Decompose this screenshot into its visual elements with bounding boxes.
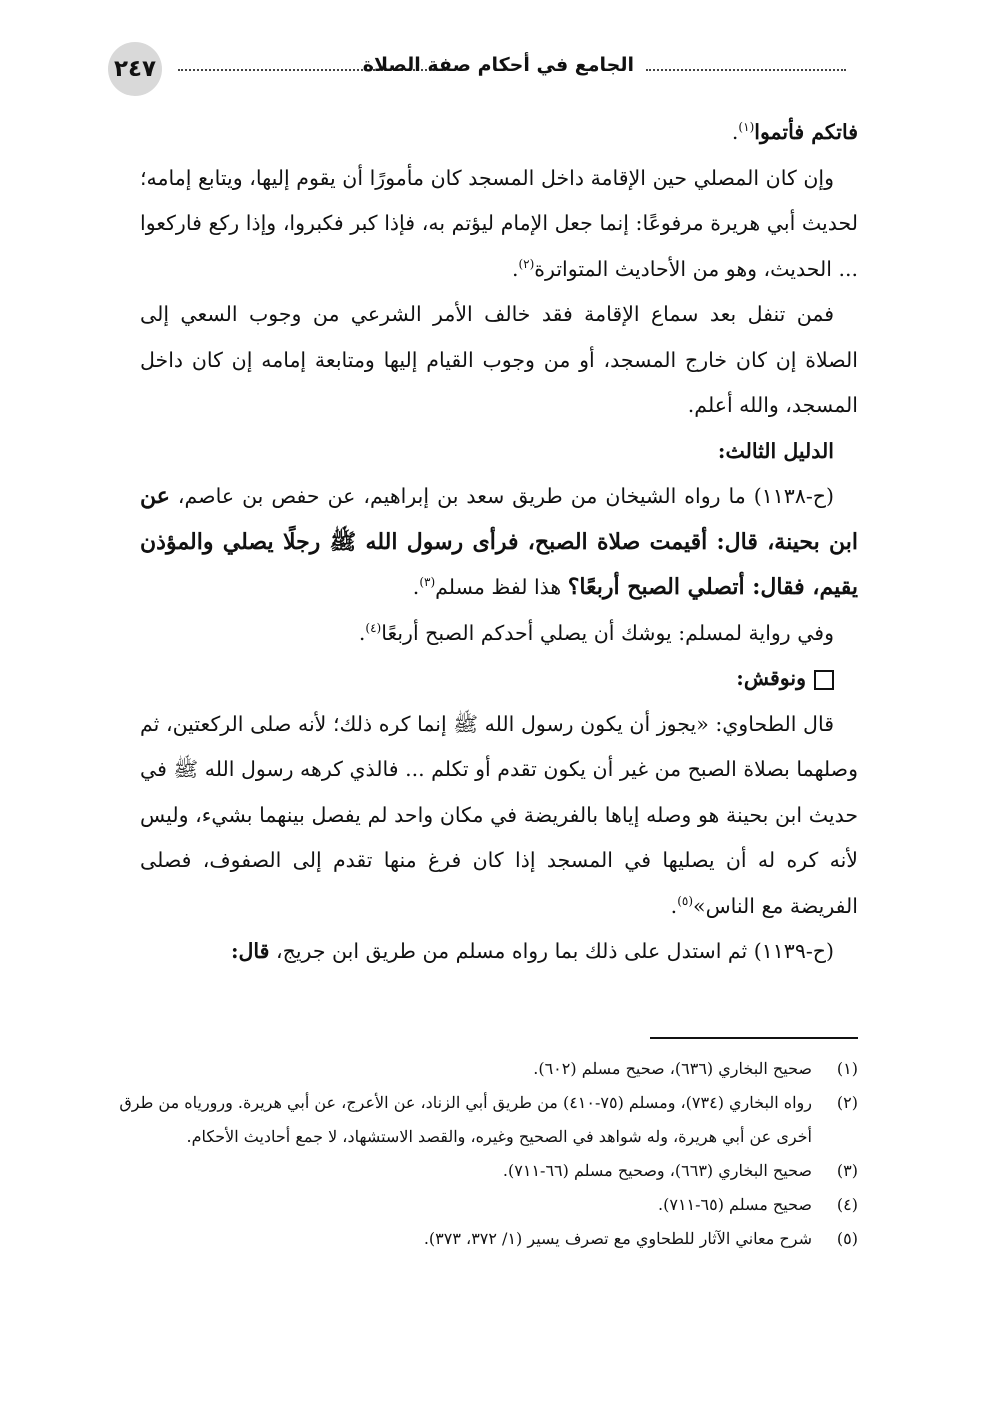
footnote-separator (650, 1037, 858, 1039)
main-text (140, 110, 858, 975)
paragraph-5: وفي رواية لمسلم: يوشك أن يصلي أحدكم الصبح أربعًا$^{(٤)}$. (358, 620, 834, 645)
footnote-text: صحيح البخاري (٦٣٦)، صحيح مسلم (٦٠٢). (533, 1059, 812, 1078)
footnote-number: (١) (836, 1059, 858, 1078)
paragraph-5-text: وفي رواية لمسلم: يوشك أن يصلي أحدكم الصبح أربعًا (381, 620, 834, 645)
footnote-text: صحيح البخاري (٦٦٣)، وصحيح مسلم (٦٦-٧١١). (502, 1161, 812, 1180)
footnote-number: (٣) (836, 1161, 858, 1180)
subheading-text: ونوقش: (736, 666, 806, 690)
paragraph-3: فمن تنفل بعد سماع الإقامة فقد خالف الأمر الشرعي من وجوب السعي إلى الصلاة إن كان خارج المسجد، أو من وجوب القيام إليها ومتابعة إمامه إن كان داخل المسجد، والله أعلم. (140, 302, 858, 417)
running-title: الجامع في أحكام صفة الصلاة (362, 54, 634, 76)
footnote-item (110, 1052, 858, 1086)
paragraph-6-text: قال الطحاوي: «يجوز أن يكون رسول الله ﷺ إنما كره ذلك؛ لأنه صلى الركعتين، ثم وصلهما بصلاة الصبح من غير أن يكون تقدم أو تكلم ... فالذي كرهه رسول الله ﷺ في حديث ابن بحينة هو وصله إياها بالفريضة في مكان واحد لم يفصل بينهما بشيء، وليس لأنه كره له أن يصليها في المسجد إذا كان فرغ منها تقدم إلى الصفوف، فصلى الفريضة مع الناس» (140, 711, 858, 918)
header-dotted-leader-right (646, 69, 846, 71)
footnote-item (110, 1222, 858, 1256)
footnote-text: صحيح مسلم (٦٥-٧١١). (658, 1195, 812, 1214)
footnotes (110, 1052, 858, 1256)
footnote-number: (٥) (836, 1229, 858, 1248)
footnote-ref-3: (٣) (419, 575, 436, 590)
paragraph-2-text: وإن كان المصلي حين الإقامة داخل المسجد كان مأمورًا أن يقوم إليها، ويتابع إمامه؛ لحديث أبي هريرة مرفوعًا: إنما جعل الإمام ليؤتم به، فإذا كبر فكبروا، وإذا ركع فاركعوا ... الحديث، وهو من الأحاديث المتواترة (140, 165, 858, 281)
footnote-ref-5: (٥) (677, 893, 694, 908)
footnote-text: شرح معاني الآثار للطحاوي مع تصرف يسير (١/ ٣٧٢، ٣٧٣). (423, 1229, 812, 1248)
paragraph-1: فاتكم فأتموا$^{(١)}$. (731, 120, 858, 144)
paragraph-7-bold: قال: (230, 939, 270, 963)
footnote-ref-4: (٤) (365, 620, 382, 635)
footnote-item (110, 1188, 858, 1222)
footnote-number: (٤) (836, 1195, 858, 1214)
page-header (108, 42, 846, 96)
footnote-text: رواه البخاري (٧٣٤)، ومسلم (٧٥-٤١٠) من طريق أبي الزناد، عن الأعرج، عن أبي هريرة. ورورياه من طرق أخرى عن أبي هريرة، وله شواهد في الصحيح وغيره، والقصد الاستشهاد، لا جمع أحاديث الأحكام. (119, 1093, 812, 1146)
paragraph-6: قال الطحاوي: «يجوز أن يكون رسول الله ﷺ إنما كره ذلك؛ لأنه صلى الركعتين، ثم وصلهما بصلاة الصبح من غير أن يكون تقدم أو تكلم ... فالذي كرهه رسول الله ﷺ في حديث ابن بحينة هو وصله إياها بالفريضة في مكان واحد لم يفصل بينهما بشيء، وليس لأنه كره له أن يصليها في المسجد إذا كان فرغ منها تقدم إلى الصفوف، فصلى الفريضة مع الناس»$^{(٥)}$. (140, 711, 858, 918)
section-heading: الدليل الثالث: (717, 438, 834, 463)
hadith-attribution: هذا لفظ مسلم (435, 575, 568, 599)
footnote-ref-2: (٢) (518, 256, 535, 271)
footnote-ref-1: (١) (738, 120, 755, 135)
square-bullet-icon (814, 670, 834, 690)
footnote-item (110, 1086, 858, 1154)
hadith-isnad: (ح-١١٣٨) ما رواه الشيخان من طريق سعد بن إبراهيم، عن حفص بن عاصم، (177, 484, 834, 508)
footnote-number: (٢) (836, 1093, 858, 1112)
page-number: ٢٤٧ (108, 42, 162, 96)
hadith-matn: عن ابن بحينة، قال: أقيمت صلاة الصبح، فرأى رسول الله ﷺ رجلًا يصلي والمؤذن يقيم، فقال: أتصلي الصبح أربعًا؟ (140, 483, 858, 600)
paragraph-4: (ح-١١٣٨) ما رواه الشيخان من طريق سعد بن إبراهيم، عن حفص بن عاصم، عن ابن بحينة، قال: أقيمت صلاة الصبح، فرأى رسول الله ﷺ رجلًا يصلي والمؤذن يقيم، فقال: أتصلي الصبح أربعًا؟ هذا لفظ مسلم$^{(٣)}$. (140, 483, 858, 600)
footnote-item (110, 1154, 858, 1188)
paragraph-7 (140, 929, 858, 975)
paragraph-7-text: (ح-١١٣٩) ثم استدل على ذلك بما رواه مسلم من طريق ابن جريج، (269, 939, 834, 963)
subheading (140, 656, 858, 702)
paragraph-2: وإن كان المصلي حين الإقامة داخل المسجد كان مأمورًا أن يقوم إليها، ويتابع إمامه؛ لحديث أبي هريرة مرفوعًا: إنما جعل الإمام ليؤتم به، فإذا كبر فكبروا، وإذا ركع فاركعوا ... الحديث، وهو من الأحاديث المتواترة$^{(٢)}$. (140, 165, 858, 281)
paragraph-1-text: فاتكم فأتموا (754, 120, 858, 144)
